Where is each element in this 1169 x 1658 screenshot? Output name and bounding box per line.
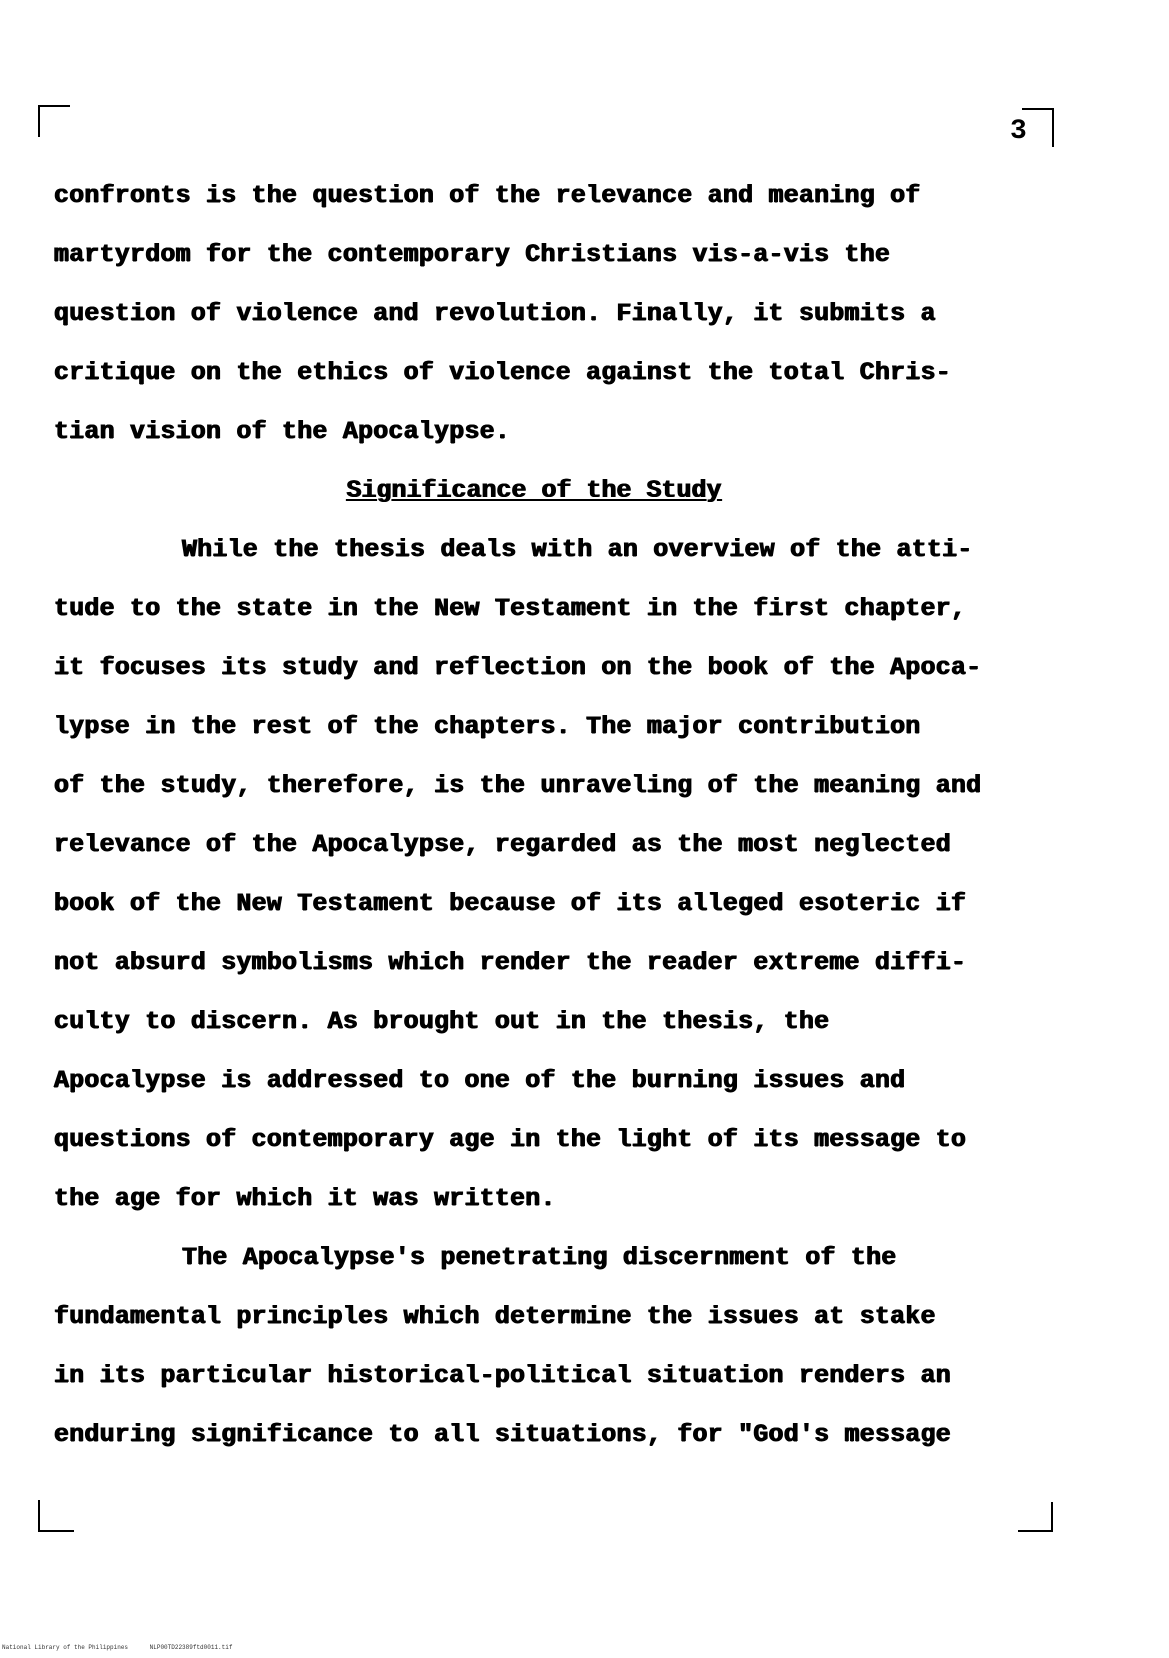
scan-footer: [2, 1644, 250, 1651]
crop-mark-bottom-left: [38, 1500, 74, 1532]
text-line: fundamental principles which determine the issues at stake: [54, 1302, 936, 1331]
text-line: of the study, therefore, is the unraveling of the meaning and: [54, 771, 982, 800]
text-line: tian vision of the Apocalypse.: [54, 417, 511, 446]
crop-mark-top-left: [38, 105, 70, 137]
text-line: lypse in the rest of the chapters. The major contribution: [54, 712, 921, 741]
text-line: it focuses its study and reflection on the book of the Apoca-: [54, 653, 982, 682]
paragraph-2: [54, 530, 1034, 1238]
text-line: martyrdom for the contemporary Christians vis-a-vis the: [54, 240, 891, 269]
crop-mark-bottom-right: [1018, 1502, 1053, 1532]
text-line: enduring significance to all situations, for "God's message: [54, 1420, 951, 1449]
text-line: not absurd symbolisms which render the reader extreme diffi-: [54, 948, 967, 977]
text-line: critique on the ethics of violence against the total Chris-: [54, 358, 951, 387]
text-line: relevance of the Apocalypse, regarded as the most neglected: [54, 830, 951, 859]
text-line: tude to the state in the New Testament in the first chapter,: [54, 594, 967, 623]
page-number: 3: [1010, 116, 1027, 147]
text-line: While the thesis deals with an overview of the atti-: [182, 535, 973, 564]
text-line: the age for which it was written.: [54, 1184, 556, 1213]
text-line: book of the New Testament because of its alleged esoteric if: [54, 889, 967, 918]
text-line: confronts is the question of the relevance and meaning of: [54, 181, 921, 210]
text-line: culty to discern. As brought out in the thesis, the: [54, 1007, 830, 1036]
text-line: The Apocalypse's penetrating discernment of the: [182, 1243, 897, 1272]
footer-library: National Library of the Philippines: [2, 1644, 129, 1651]
footer-filename: NLP00TD22389ftd0011.tif: [149, 1644, 233, 1651]
text-line: question of violence and revolution. Finally, it submits a: [54, 299, 936, 328]
paragraph-3: [54, 1238, 1034, 1474]
text-line: in its particular historical-political situation renders an: [54, 1361, 951, 1390]
page-body: [54, 176, 1034, 1474]
paragraph-1: [54, 176, 1034, 471]
text-line: Apocalypse is addressed to one of the burning issues and: [54, 1066, 906, 1095]
text-line: questions of contemporary age in the light of its message to: [54, 1125, 967, 1154]
section-heading: Significance of the Study: [346, 476, 722, 505]
